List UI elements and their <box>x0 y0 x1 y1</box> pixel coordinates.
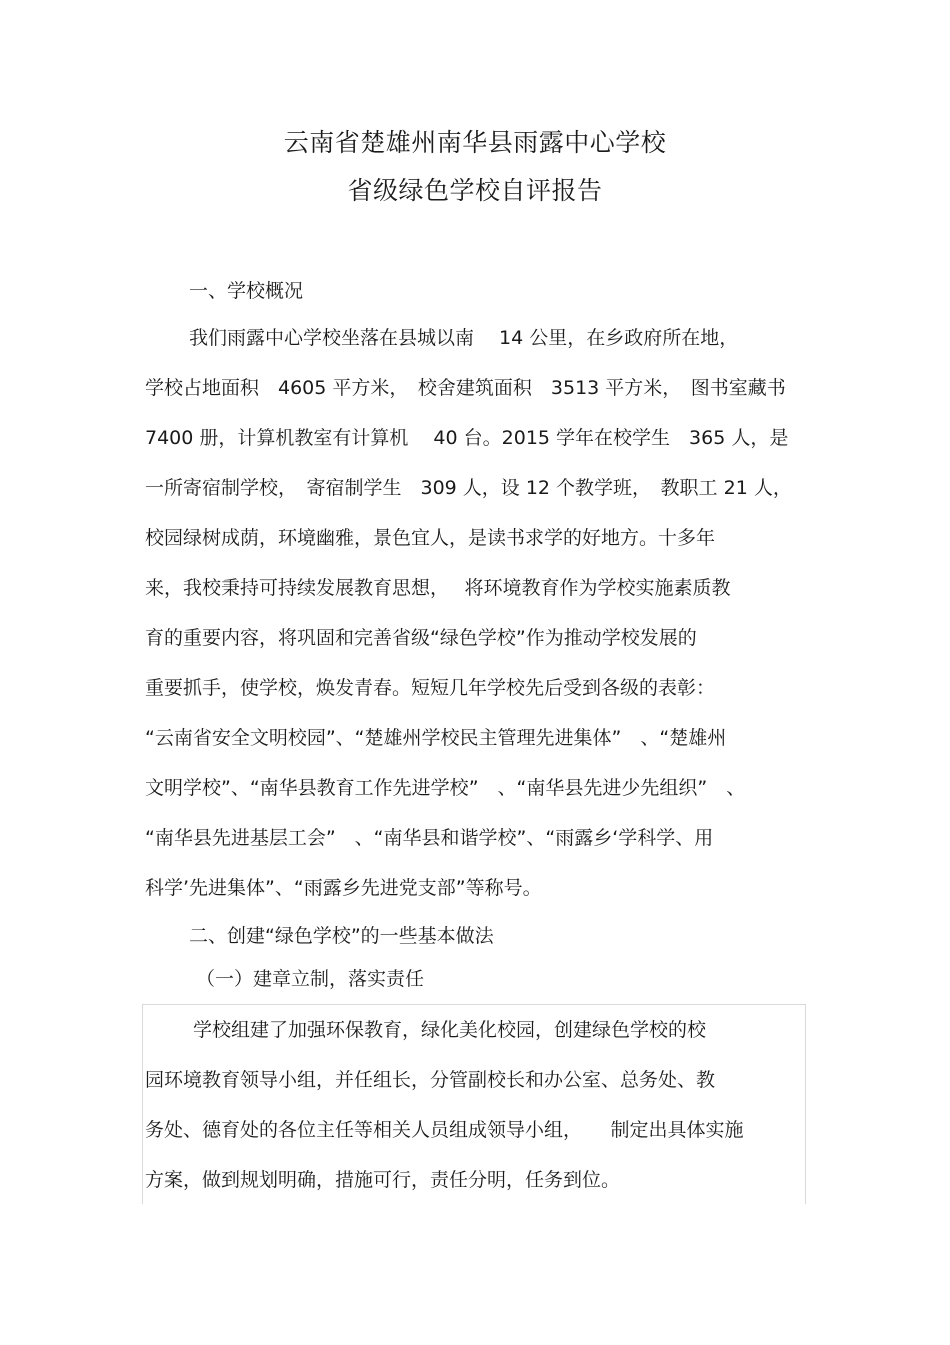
section-2-body <box>145 1005 810 1205</box>
paragraph-line: 学校占地面积 4605 平方米， 校舍建筑面积 3513 平方米， 图书室藏书 <box>145 377 786 399</box>
paragraph-line: 学校组建了加强环保教育，绿化美化校园，创建绿色学校的校 <box>193 1019 707 1041</box>
paragraph-line: “云南省安全文明校园”、“楚雄州学校民主管理先进集体” 、“楚雄州 <box>145 727 727 749</box>
section-1-heading: 一、学校概况 <box>189 280 304 302</box>
paragraph-line: 方案，做到规划明确，措施可行，责任分明，任务到位。 <box>145 1169 621 1191</box>
paragraph-line: “南华县先进基层工会” 、“南华县和谐学校”、“雨露乡‘学科学、用 <box>145 827 714 849</box>
paragraph-line: 育的重要内容，将巩固和完善省级“绿色学校”作为推动学校发展的 <box>145 627 697 649</box>
paragraph-line: 科学’先进集体”、“雨露乡先进党支部”等称号。 <box>145 877 542 899</box>
paragraph-line: 我们雨露中心学校坐落在县城以南 14 公里，在乡政府所在地， <box>189 327 739 349</box>
section-2-subheading: （一）建章立制，落实责任 <box>196 968 425 990</box>
document-title-line-2: 省级绿色学校自评报告 <box>347 176 603 205</box>
paragraph-line: 务处、德育处的各位主任等相关人员组成领导小组， 制定出具体实施 <box>145 1119 744 1141</box>
paragraph-line: 重要抓手，使学校，焕发青春。短短几年学校先后受到各级的表彰： <box>145 677 716 699</box>
paragraph-line: 来，我校秉持可持续发展教育思想， 将环境教育作为学校实施素质教 <box>145 577 731 599</box>
paragraph-line: 7400 册，计算机教室有计算机 40 台。2015 学年在校学生 365 人，是 <box>145 427 789 449</box>
paragraph-line: 一所寄宿制学校， 寄宿制学生 309 人，设 12 个教学班， 教职工 21 人， <box>145 477 792 499</box>
paragraph-line: 校园绿树成荫，环境幽雅，景色宜人，是读书求学的好地方。十多年 <box>145 527 716 549</box>
section-1-body <box>145 313 810 913</box>
paragraph-line: 园环境教育领导小组，并任组长，分管副校长和办公室、总务处、教 <box>145 1069 716 1091</box>
paragraph-line: 文明学校”、“南华县教育工作先进学校” 、“南华县先进少先组织” 、 <box>145 777 746 799</box>
section-2-heading: 二、创建“绿色学校”的一些基本做法 <box>189 925 494 947</box>
document-title-line-1: 云南省楚雄州南华县雨露中心学校 <box>283 128 667 157</box>
